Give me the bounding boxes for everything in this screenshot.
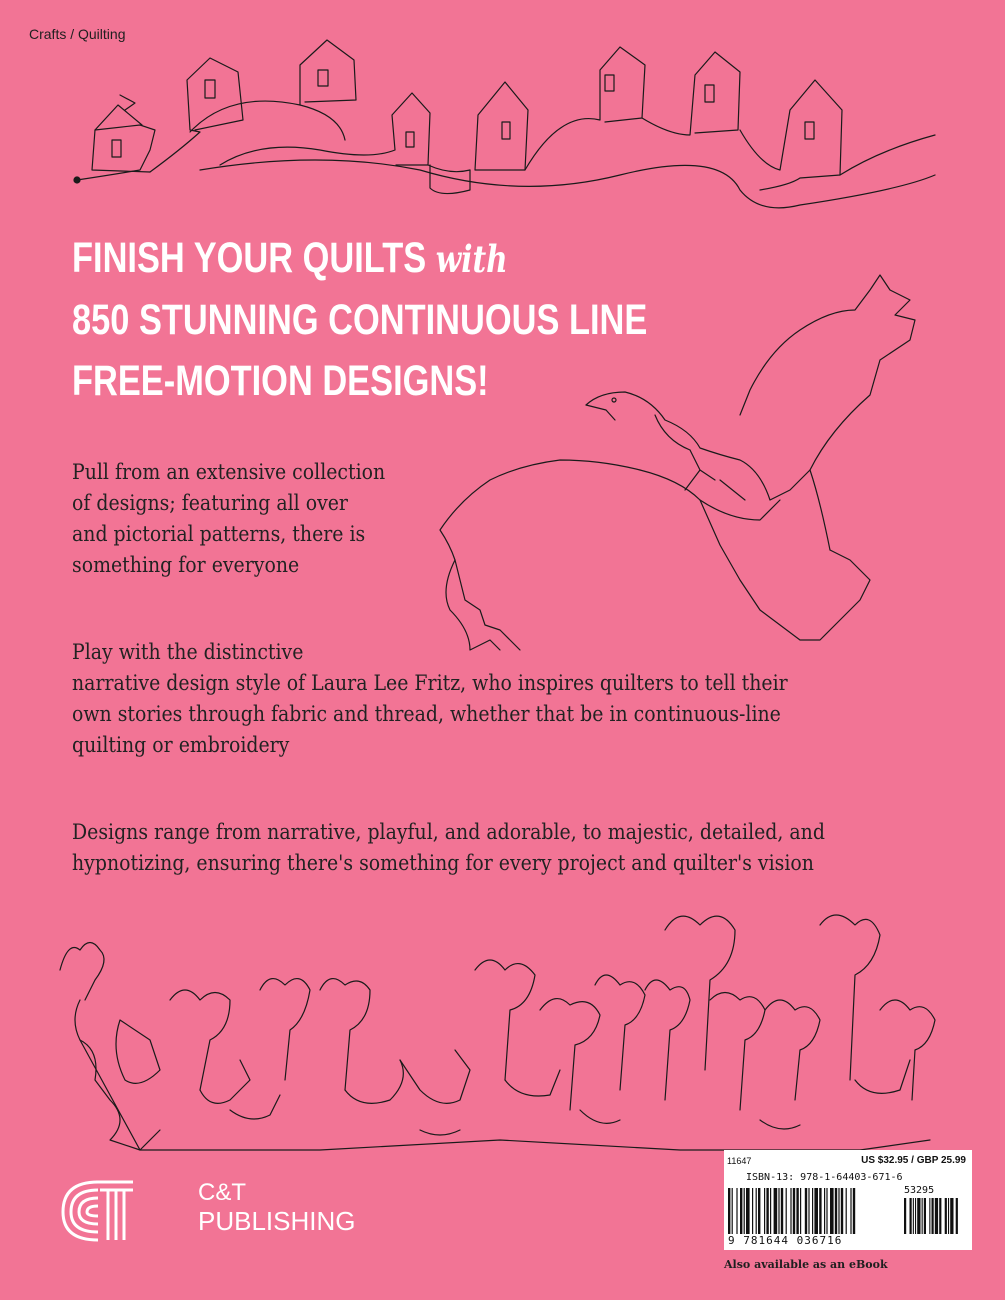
barcode-bar bbox=[781, 1188, 783, 1234]
paragraph-line: hypnotizing, ensuring there's something for every project and quilter's vision bbox=[72, 851, 814, 875]
barcode-bar bbox=[758, 1188, 760, 1234]
barcode-bar bbox=[740, 1188, 742, 1234]
barcode-bar bbox=[838, 1188, 839, 1234]
paragraph-line: Play with the distinctive bbox=[72, 640, 304, 664]
price-label: US $32.95 / GBP 25.99 bbox=[861, 1155, 966, 1166]
barcode-bar bbox=[808, 1188, 809, 1234]
barcode-bar bbox=[826, 1188, 827, 1234]
barcode-panel bbox=[724, 1150, 972, 1250]
barcode-addon-bar bbox=[948, 1198, 949, 1234]
publisher-name-line-2: PUBLISHING bbox=[198, 1206, 356, 1236]
barcode-bar bbox=[744, 1188, 745, 1234]
headline-line-1-text: FINISH YOUR QUILTS bbox=[72, 234, 427, 282]
paragraph-narrative-style bbox=[72, 637, 918, 761]
barcode-addon-bar bbox=[913, 1198, 914, 1234]
headline bbox=[72, 228, 647, 412]
barcode-bar bbox=[850, 1188, 851, 1234]
barcode-bar bbox=[824, 1188, 825, 1234]
barcode-addon-bar bbox=[910, 1198, 912, 1234]
barcode-bar bbox=[793, 1188, 795, 1234]
barcode-addon-bar bbox=[924, 1198, 926, 1234]
paragraph-design-range bbox=[72, 817, 918, 879]
barcode-addon-bar bbox=[935, 1198, 938, 1234]
barcode-addon-bar bbox=[917, 1198, 920, 1234]
barcode-addon-bar bbox=[904, 1198, 906, 1234]
barcode-addon-bar bbox=[945, 1198, 947, 1234]
price-code: 53295 bbox=[904, 1185, 935, 1196]
barcode-addon-bar bbox=[939, 1198, 941, 1234]
barcode-bar bbox=[786, 1188, 787, 1234]
product-number: 11647 bbox=[727, 1156, 752, 1166]
paragraph-line: Pull from an extensive collection bbox=[72, 460, 386, 484]
paragraph-line: and pictorial patterns, there is bbox=[72, 522, 366, 546]
paragraph-line: Designs range from narrative, playful, and adorable, to majestic, detailed, and bbox=[72, 820, 825, 844]
paragraph-collection bbox=[72, 457, 459, 581]
barcode-bar bbox=[764, 1188, 765, 1234]
headline-accent-word: with bbox=[435, 237, 508, 281]
barcode-addon-bar bbox=[956, 1198, 958, 1234]
barcode-bar bbox=[853, 1188, 855, 1234]
paragraph-line: narrative design style of Laura Lee Fritz, who inspires quilters to tell their bbox=[72, 671, 788, 695]
barcode-bar bbox=[770, 1188, 771, 1234]
barcode-bar bbox=[774, 1188, 778, 1234]
isbn-label: ISBN-13: 978-1-64403-671-6 bbox=[746, 1172, 903, 1183]
ebook-note: Also available as an eBook bbox=[724, 1258, 888, 1271]
headline-line-1 bbox=[72, 228, 647, 290]
barcode-digits: 9 781644 036716 bbox=[728, 1234, 843, 1247]
flowers-line-art bbox=[60, 915, 935, 1150]
barcode-bar bbox=[841, 1188, 843, 1234]
barcode-addon-bar bbox=[950, 1198, 953, 1234]
barcode-bar bbox=[756, 1188, 757, 1234]
paragraph-line: own stories through fabric and thread, whether that be in continuous-line bbox=[72, 702, 781, 726]
publisher-logo-icon bbox=[58, 1172, 138, 1242]
barcode-bar bbox=[805, 1188, 807, 1234]
barcode-bar bbox=[814, 1188, 818, 1234]
barcode-bar bbox=[796, 1188, 798, 1234]
barcode-bar bbox=[846, 1188, 847, 1234]
category-label: Crafts / Quilting bbox=[29, 26, 126, 42]
barcode-bar bbox=[732, 1188, 733, 1234]
paragraph-line: something for everyone bbox=[72, 553, 300, 577]
paragraph-line: of designs; featuring all over bbox=[72, 491, 348, 515]
barcode-bar bbox=[835, 1188, 837, 1234]
barcode-addon-bar bbox=[922, 1198, 923, 1234]
barcode-bar bbox=[819, 1188, 821, 1234]
barcode-addon-bar bbox=[915, 1198, 916, 1234]
publisher-name-line-1: C&T bbox=[198, 1179, 246, 1206]
houses-line-art bbox=[74, 40, 935, 208]
headline-line-3: FREE-MOTION DESIGNS! bbox=[72, 357, 489, 405]
barcode-bar bbox=[752, 1188, 753, 1234]
barcode-bar bbox=[812, 1188, 813, 1234]
barcode-bar bbox=[778, 1188, 779, 1234]
barcode-bar bbox=[800, 1188, 801, 1234]
barcode-bar bbox=[736, 1188, 737, 1234]
headline-line-2: 850 STUNNING CONTINUOUS LINE bbox=[72, 296, 648, 344]
barcode-bar bbox=[766, 1188, 768, 1234]
barcode-bar bbox=[728, 1188, 730, 1234]
barcode-bar bbox=[746, 1188, 750, 1234]
barcode-addon-bar bbox=[932, 1198, 934, 1234]
paragraph-line: quilting or embroidery bbox=[72, 733, 290, 757]
barcode-bar bbox=[790, 1188, 791, 1234]
barcode-bar bbox=[830, 1188, 834, 1234]
barcode-addon-bar bbox=[929, 1198, 930, 1234]
